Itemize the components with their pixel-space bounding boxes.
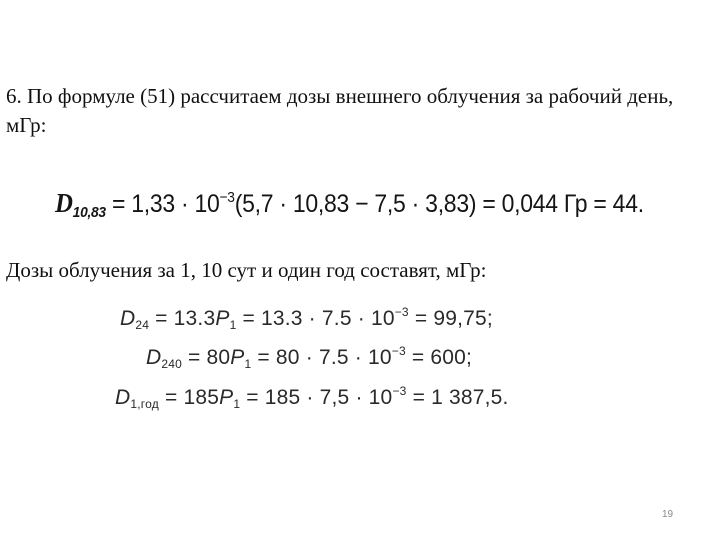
equation-exponent: −3 bbox=[391, 344, 406, 358]
equation-result: = 99,75; bbox=[408, 307, 493, 330]
equation-part: = 80 bbox=[182, 346, 231, 369]
equation-part: = 185 · 7,5 · 10 bbox=[240, 386, 393, 409]
equation-subscript: 240 bbox=[161, 357, 182, 371]
equation-subscript: 10,83 bbox=[72, 204, 106, 221]
equation-p-symbol: P bbox=[230, 346, 245, 369]
equation-p-symbol: P bbox=[215, 307, 230, 330]
equation-subscript: 1,год bbox=[130, 397, 159, 411]
equation-result: = 1 387,5. bbox=[406, 386, 509, 409]
equation-part: = 13.3 · 7.5 · 10 bbox=[236, 307, 395, 330]
equation-dose-1-year bbox=[115, 384, 509, 411]
equation-symbol: D bbox=[120, 307, 136, 330]
equation-dose-workday bbox=[55, 188, 644, 230]
equation-part: = 185 bbox=[158, 386, 220, 409]
equation-exponent: −3 bbox=[219, 189, 235, 206]
equation-exponent: −3 bbox=[392, 384, 407, 398]
equation-part: (5,7 · 10,83 − 7,5 · 3,83) = 0,044 Гр = 44. bbox=[234, 190, 644, 218]
paragraph-doses-summary: Дозы облучения за 1, 10 сут и один год составят, мГр: bbox=[6, 258, 487, 282]
equation-p-subscript: 1 bbox=[229, 318, 237, 332]
equation-part: = 13.3 bbox=[149, 307, 216, 330]
equation-symbol: D bbox=[115, 386, 131, 409]
page-number: 19 bbox=[662, 509, 674, 520]
equation-p-symbol: P bbox=[219, 386, 234, 409]
equation-result: = 600; bbox=[405, 346, 473, 369]
equation-subscript: 24 bbox=[135, 318, 150, 332]
equation-part: = 1,33 · 10 bbox=[105, 190, 220, 218]
equation-symbol: D bbox=[146, 346, 162, 369]
equation-exponent: −3 bbox=[394, 305, 409, 319]
equation-dose-1-day bbox=[120, 305, 493, 332]
equation-part: = 80 · 7.5 · 10 bbox=[251, 346, 392, 369]
equation-p-subscript: 1 bbox=[244, 357, 252, 371]
equation-symbol: D bbox=[55, 188, 73, 218]
paragraph-step-6: 6. По формуле (51) рассчитаем дозы внешнего облучения за рабочий день, мГр: bbox=[6, 84, 674, 137]
equation-dose-10-days bbox=[146, 344, 472, 371]
equation-p-subscript: 1 bbox=[233, 397, 241, 411]
